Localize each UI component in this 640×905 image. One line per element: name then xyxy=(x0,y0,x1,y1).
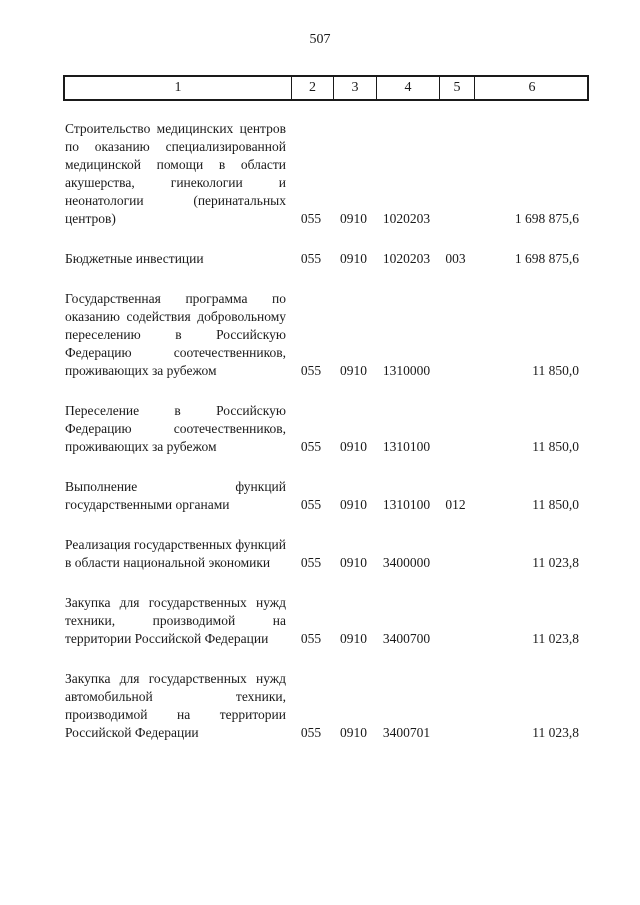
table-row xyxy=(63,250,587,268)
row-chapter-code: 055 xyxy=(300,725,322,740)
row-amount: 11 023,8 xyxy=(532,725,579,740)
row-section-code: 0910 xyxy=(340,725,367,740)
row-target-code: 1020203 xyxy=(382,251,431,266)
header-cell-5: 5 xyxy=(440,77,475,99)
row-type-code: 003 xyxy=(445,251,466,266)
content-area xyxy=(63,75,587,742)
row-name: Переселение в Российскую Федерацию соотечественников, проживающих за рубежом xyxy=(65,403,286,454)
table-row xyxy=(63,290,587,380)
header-cell-6: 6 xyxy=(528,80,536,95)
table-row xyxy=(63,594,587,648)
row-name: Выполнение функций государственными органами xyxy=(65,479,286,512)
row-name: Строительство медицинских центров по оказанию специализированной медицинской помощи в области акушерства, гинекологии и неонатологии (перинатальных центров) xyxy=(65,121,286,226)
row-target-code: 3400701 xyxy=(382,725,431,740)
row-name: Бюджетные инвестиции xyxy=(65,251,204,266)
row-target-code: 1310100 xyxy=(382,439,431,454)
table-body xyxy=(63,120,587,742)
row-target-code: 1310100 xyxy=(382,497,431,512)
row-chapter-code: 055 xyxy=(300,251,322,266)
row-chapter-code: 055 xyxy=(300,439,322,454)
row-amount: 1 698 875,6 xyxy=(514,211,579,226)
header-cell-4: 4 xyxy=(377,77,440,99)
row-chapter-code: 055 xyxy=(300,631,322,646)
header-cell-3: 3 xyxy=(334,77,377,99)
table-row xyxy=(63,670,587,742)
row-section-code: 0910 xyxy=(340,439,367,454)
header-cell-1: 1 xyxy=(65,77,292,99)
page-number: 507 xyxy=(309,32,331,47)
row-name: Государственная программа по оказанию содействия добровольному переселению в Российскую Федерацию соотечественников, проживающих за рубежом xyxy=(65,291,286,378)
table-row xyxy=(63,478,587,514)
row-chapter-code: 055 xyxy=(300,555,322,570)
table-row xyxy=(63,536,587,572)
row-target-code: 1310000 xyxy=(382,363,431,378)
row-target-code: 3400000 xyxy=(382,555,431,570)
row-name: Закупка для государственных нужд автомобильной техники, производимой на территории Российской Федерации xyxy=(65,671,286,740)
row-chapter-code: 055 xyxy=(300,497,322,512)
row-amount: 11 850,0 xyxy=(532,363,579,378)
row-section-code: 0910 xyxy=(340,555,367,570)
row-amount: 11 023,8 xyxy=(532,555,579,570)
row-name: Закупка для государственных нужд техники, производимой на территории Российской Федерации xyxy=(65,595,286,646)
row-amount: 1 698 875,6 xyxy=(514,251,579,266)
row-amount: 11 850,0 xyxy=(532,439,579,454)
row-section-code: 0910 xyxy=(340,497,367,512)
table-row xyxy=(63,402,587,456)
row-section-code: 0910 xyxy=(340,363,367,378)
row-name: Реализация государственных функций в области национальной экономики xyxy=(65,537,286,570)
row-target-code: 1020203 xyxy=(382,211,431,226)
header-cell-2: 2 xyxy=(292,77,334,99)
row-type-code: 012 xyxy=(445,497,466,512)
table-header-row xyxy=(63,75,589,101)
row-section-code: 0910 xyxy=(340,211,367,226)
row-section-code: 0910 xyxy=(340,251,367,266)
table-row xyxy=(63,120,587,228)
row-chapter-code: 055 xyxy=(300,211,322,226)
row-amount: 11 850,0 xyxy=(532,497,579,512)
row-target-code: 3400700 xyxy=(382,631,431,646)
row-chapter-code: 055 xyxy=(300,363,322,378)
row-amount: 11 023,8 xyxy=(532,631,579,646)
row-section-code: 0910 xyxy=(340,631,367,646)
